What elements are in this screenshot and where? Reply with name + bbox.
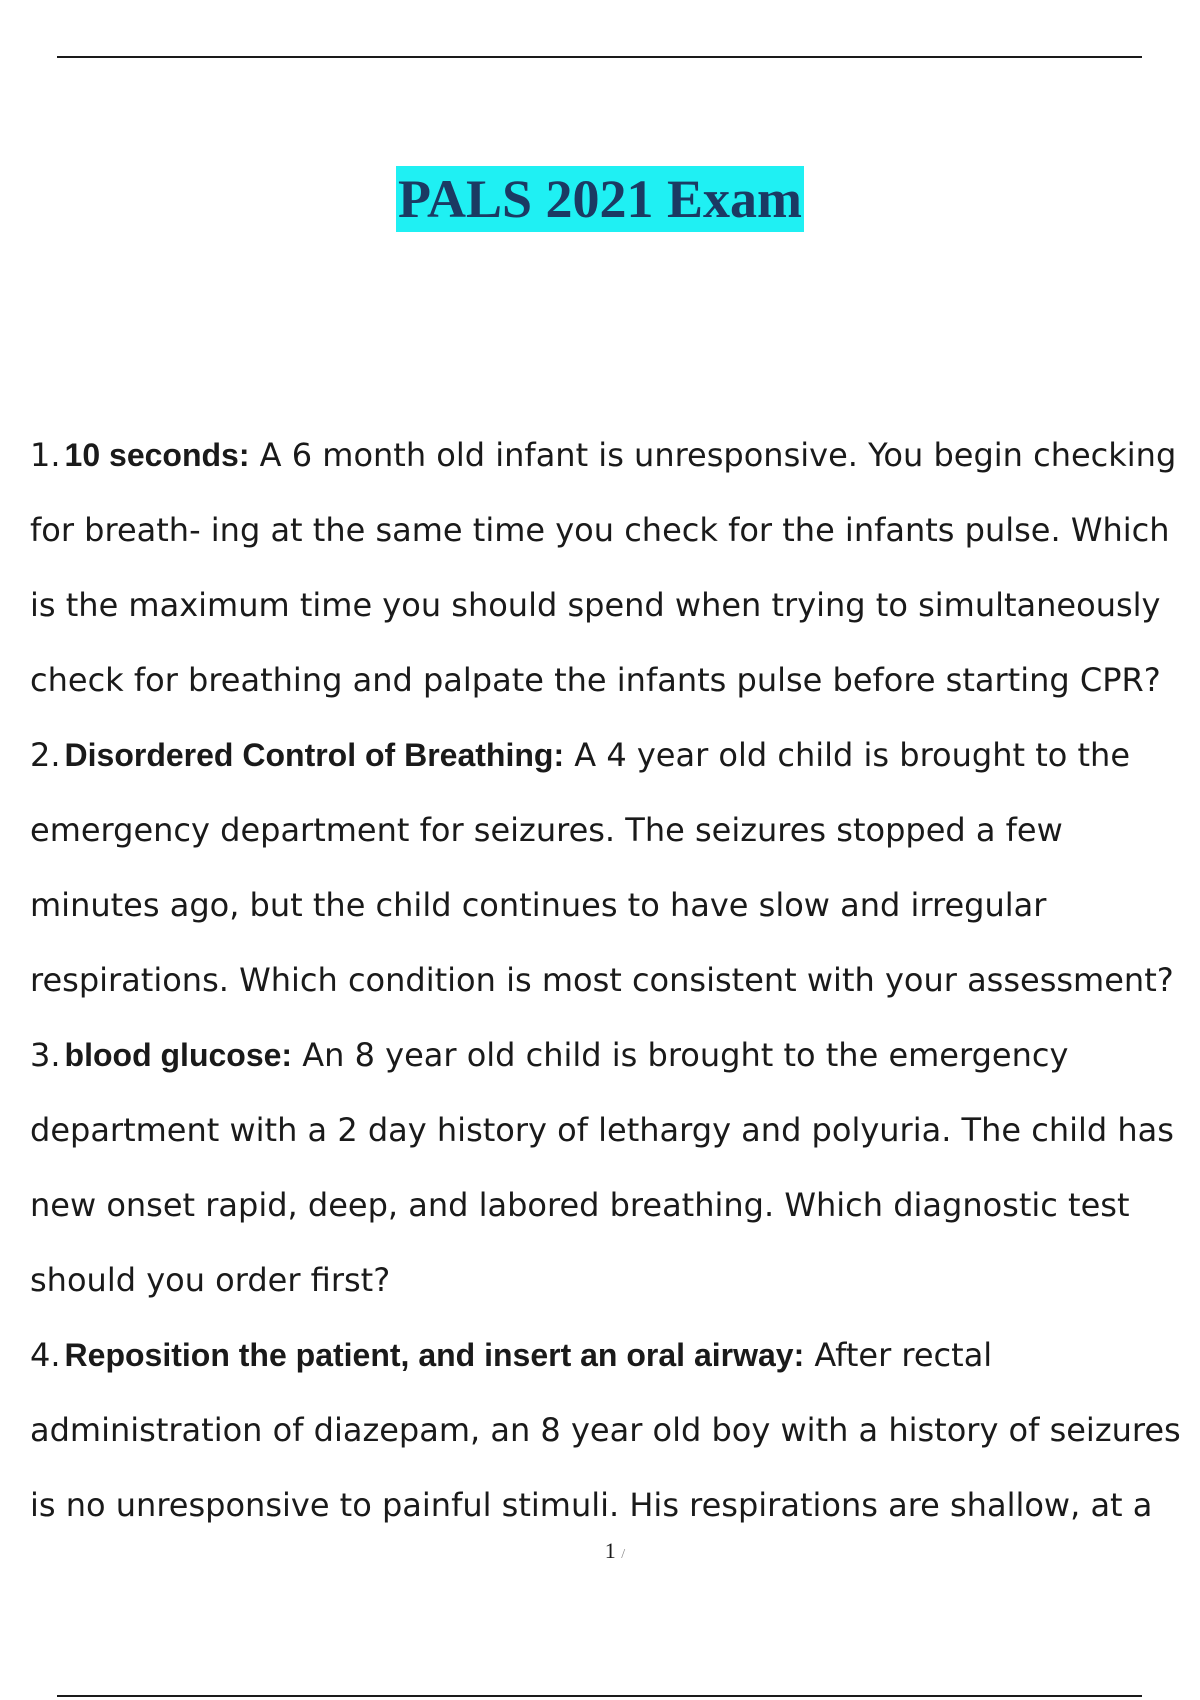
- question-number: 3.: [30, 1036, 61, 1074]
- question-item: [30, 718, 1195, 1018]
- question-text: A 6 month old infant is unresponsive. You begin checking for breath- ing at the same time you check for the infants pulse. Which is the maximum time you should spend when trying to simultaneously check for breathing and palpate the infants pulse before starting CPR?: [30, 436, 1177, 699]
- question-answer: blood glucose:: [64, 1037, 293, 1073]
- question-number: 1.: [30, 436, 61, 474]
- title-container: [0, 166, 1200, 232]
- page-title: PALS 2021 Exam: [396, 166, 804, 232]
- question-answer: Reposition the patient, and insert an oral airway:: [64, 1337, 805, 1373]
- question-number: 4.: [30, 1336, 61, 1374]
- page-number-value: 1: [604, 1538, 616, 1563]
- question-answer: 10 seconds:: [64, 437, 250, 473]
- question-item: [30, 1318, 1195, 1543]
- question-text: After rectal administration of diazepam, an 8 year old boy with a history of seizures is no unresponsive to painful stimuli. His respirations are shallow, at a: [30, 1336, 1181, 1524]
- question-item: [30, 418, 1195, 718]
- question-answer: Disordered Control of Breathing:: [64, 737, 565, 773]
- question-text: An 8 year old child is brought to the emergency department with a 2 day history of lethargy and polyuria. The child has new onset rapid, deep, and labored breathing. Which diagnostic test should you order first?: [30, 1036, 1174, 1299]
- question-number: 2.: [30, 736, 61, 774]
- page-number: [0, 1538, 1200, 1564]
- header-rule: [57, 56, 1142, 58]
- question-text: A 4 year old child is brought to the emergency department for seizures. The seizures stopped a few minutes ago, but the child continues to have slow and irregular respirations. Which condition is most consistent with your assessment?: [30, 736, 1174, 999]
- question-item: [30, 1018, 1195, 1318]
- question-list: [30, 418, 1195, 1543]
- footer-rule: [57, 1695, 1142, 1697]
- page-number-separator: /: [621, 1547, 626, 1562]
